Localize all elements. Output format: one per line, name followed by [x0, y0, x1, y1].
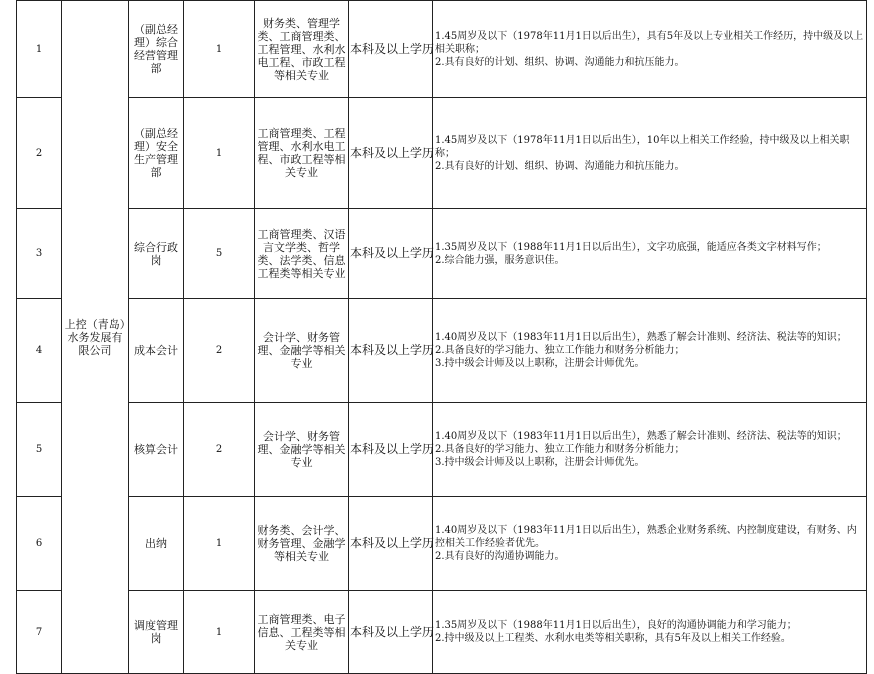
headcount: 1: [184, 1, 255, 98]
major-requirement: 会计学、财务管理、金融学等相关专业: [255, 403, 349, 497]
position-name: 出纳: [129, 497, 184, 591]
position-name: 核算会计: [129, 403, 184, 497]
table-row: [17, 98, 867, 209]
position-name: 成本会计: [129, 299, 184, 403]
requirement-line: 2.综合能力强，服务意识佳。: [435, 254, 565, 266]
major-requirement: 财务类、会计学、财务管理、金融学等相关专业: [255, 497, 349, 591]
job-requirements: [433, 591, 867, 674]
row-number: 4: [17, 299, 62, 403]
headcount: 1: [184, 591, 255, 674]
position-name: （副总经理）安全生产管理部: [129, 98, 184, 209]
requirement-line: 2.持中级及以上工程类、水利水电类等相关职称，具有5年及以上相关工作经验。: [435, 633, 791, 644]
table-row: [17, 299, 867, 403]
headcount: 1: [184, 98, 255, 209]
job-requirements: [433, 98, 867, 209]
education-requirement: 本科及以上学历: [349, 403, 433, 497]
requirement-line: 1.35周岁及以下（1988年11月1日以后出生），良好的沟通协调能力和学习能力；: [435, 620, 797, 631]
position-name: 综合行政岗: [129, 209, 184, 299]
major-requirement: 会计学、财务管理、金融学等相关专业: [255, 299, 349, 403]
company-name: 上控（青岛）水务发展有限公司: [62, 1, 129, 674]
requirement-line: 1.40周岁及以下（1983年11月1日以后出生），熟悉了解会计准则、经济法、税法等的知识；: [435, 332, 847, 343]
requirement-line: 3.持中级会计师及以上职称，注册会计师优先。: [435, 457, 645, 468]
position-name: （副总经理）综合经营管理部: [129, 1, 184, 98]
education-requirement: 本科及以上学历: [349, 591, 433, 674]
requirement-line: 2.具备良好的学习能力、独立工作能力和财务分析能力；: [435, 345, 685, 356]
requirement-line: 2.具有良好的沟通协调能力。: [435, 551, 565, 562]
headcount: 5: [184, 209, 255, 299]
job-requirements: [433, 299, 867, 403]
major-requirement: 工商管理类、工程管理、水利水电工程、市政工程等相关专业: [255, 98, 349, 209]
row-number: 5: [17, 403, 62, 497]
requirement-line: 1.40周岁及以下（1983年11月1日以后出生），熟悉了解会计准则、经济法、税法等的知识；: [435, 431, 847, 442]
table-row: [17, 209, 867, 299]
major-requirement: 工商管理类、电子信息、工程类等相关专业: [255, 591, 349, 674]
requirement-line: 3.持中级会计师及以上职称，注册会计师优先。: [435, 358, 645, 369]
row-number: 6: [17, 497, 62, 591]
job-requirements: [433, 1, 867, 98]
major-requirement: 工商管理类、汉语言文学类、哲学类、法学类、信息工程类等相关专业: [255, 209, 349, 299]
requirement-line: 2.具备良好的学习能力、独立工作能力和财务分析能力；: [435, 444, 685, 455]
headcount: 2: [184, 299, 255, 403]
headcount: 2: [184, 403, 255, 497]
table-row: [17, 591, 867, 674]
major-requirement: 财务类、管理学类、工商管理类、工程管理、水利水电工程、市政工程等相关专业: [255, 1, 349, 98]
education-requirement: 本科及以上学历: [349, 1, 433, 98]
requirement-line: 1.40周岁及以下（1983年11月1日以后出生），熟悉企业财务系统、内控制度建设，有财务、内控相关工作经验者优先。: [435, 525, 857, 549]
requirement-line: 1.45周岁及以下（1978年11月1日以后出生），具有5年及以上专业相关工作经历，持中级及以上相关职称；: [435, 30, 864, 55]
education-requirement: 本科及以上学历: [349, 209, 433, 299]
headcount: 1: [184, 497, 255, 591]
requirement-line: 1.35周岁及以下（1988年11月1日以后出生），文字功底强，能适应各类文字材料写作；: [435, 241, 827, 253]
row-number: 1: [17, 1, 62, 98]
table-row: [17, 497, 867, 591]
table-row: [17, 1, 867, 98]
requirement-line: 2.具有良好的计划、组织、协调、沟通能力和抗压能力。: [435, 56, 685, 68]
table-row: [17, 403, 867, 497]
education-requirement: 本科及以上学历: [349, 497, 433, 591]
requirement-line: 2.具有良好的计划、组织、协调、沟通能力和抗压能力。: [435, 160, 685, 172]
education-requirement: 本科及以上学历: [349, 299, 433, 403]
row-number: 2: [17, 98, 62, 209]
position-name: 调度管理岗: [129, 591, 184, 674]
row-number: 7: [17, 591, 62, 674]
requirement-line: 1.45周岁及以下（1978年11月1日以后出生），10年以上相关工作经验，持中级及以上相关职称；: [435, 134, 850, 159]
row-number: 3: [17, 209, 62, 299]
job-requirements: [433, 209, 867, 299]
education-requirement: 本科及以上学历: [349, 98, 433, 209]
job-requirements: [433, 403, 867, 497]
job-requirements: [433, 497, 867, 591]
recruitment-table: [16, 0, 867, 674]
